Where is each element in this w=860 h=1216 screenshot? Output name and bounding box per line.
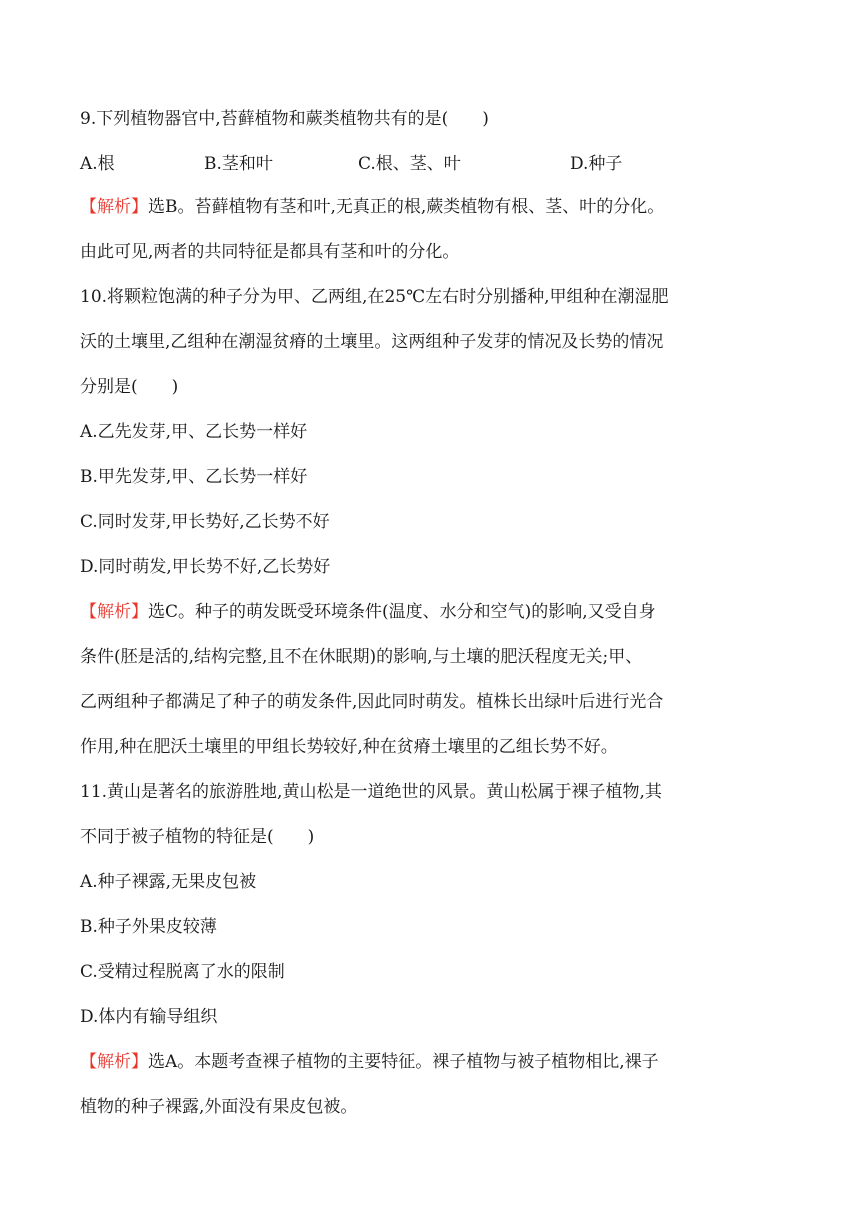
analysis-line	[80, 1051, 785, 1073]
option-d: D.体内有输导组织	[80, 1007, 218, 1027]
option-b: B.种子外果皮较薄	[80, 917, 217, 937]
option-b: B.甲先发芽,甲、乙长势一样好	[80, 467, 308, 487]
analysis-line: 乙两组种子都满足了种子的萌发条件,因此同时萌发。植株长出绿叶后进行光合	[80, 692, 664, 712]
option-c: C.根、茎、叶	[358, 154, 461, 174]
question-11	[80, 781, 785, 1118]
analysis-tag: 【解析】	[80, 197, 148, 217]
question-stem-line: 10.将颗粒饱满的种子分为甲、乙两组,在25℃左右时分别播种,甲组种在潮湿肥	[80, 287, 669, 307]
option-d: D.同时萌发,甲长势不好,乙长势好	[80, 557, 331, 577]
option-c: C.受精过程脱离了水的限制	[80, 962, 285, 982]
analysis-line: 条件(胚是活的,结构完整,且不在休眠期)的影响,与土壤的肥沃程度无关;甲、	[80, 647, 643, 667]
question-stem-line: 不同于被子植物的特征是( )	[80, 827, 315, 847]
question-stem-line: 9.下列植物器官中,苔藓植物和蕨类植物共有的是( )	[80, 109, 489, 129]
option-a: A.种子裸露,无果皮包被	[80, 872, 257, 892]
document-page	[80, 108, 785, 1141]
analysis-text: 选A。本题考查裸子植物的主要特征。裸子植物与被子植物相比,裸子	[148, 1052, 659, 1072]
option-d: D.种子	[570, 154, 623, 174]
option-a: A.根	[80, 154, 115, 174]
analysis-tag: 【解析】	[80, 1052, 148, 1072]
option-a: A.乙先发芽,甲、乙长势一样好	[80, 422, 308, 442]
question-stem-line: 11.黄山是著名的旅游胜地,黄山松是一道绝世的风景。黄山松属于裸子植物,其	[80, 782, 662, 802]
option-b: B.茎和叶	[204, 154, 273, 174]
question-10	[80, 286, 785, 758]
question-stem-line: 沃的土壤里,乙组种在潮湿贫瘠的土壤里。这两组种子发芽的情况及长势的情况	[80, 332, 664, 352]
analysis-line: 作用,种在肥沃土壤里的甲组长势较好,种在贫瘠土壤里的乙组长势不好。	[80, 737, 618, 757]
analysis-text: 选B。苔藓植物有茎和叶,无真正的根,蕨类植物有根、茎、叶的分化。	[148, 197, 665, 217]
analysis-line: 植物的种子裸露,外面没有果皮包被。	[80, 1097, 358, 1117]
analysis-line: 由此可见,两者的共同特征是都具有茎和叶的分化。	[80, 242, 460, 262]
analysis-line	[80, 601, 785, 623]
analysis-tag: 【解析】	[80, 602, 148, 622]
option-c: C.同时发芽,甲长势好,乙长势不好	[80, 512, 330, 532]
analysis-text: 选C。种子的萌发既受环境条件(温度、水分和空气)的影响,又受自身	[148, 602, 656, 622]
question-stem-line: 分别是( )	[80, 377, 179, 397]
options-row	[80, 153, 785, 175]
analysis-line	[80, 196, 785, 218]
question-9	[80, 108, 785, 263]
